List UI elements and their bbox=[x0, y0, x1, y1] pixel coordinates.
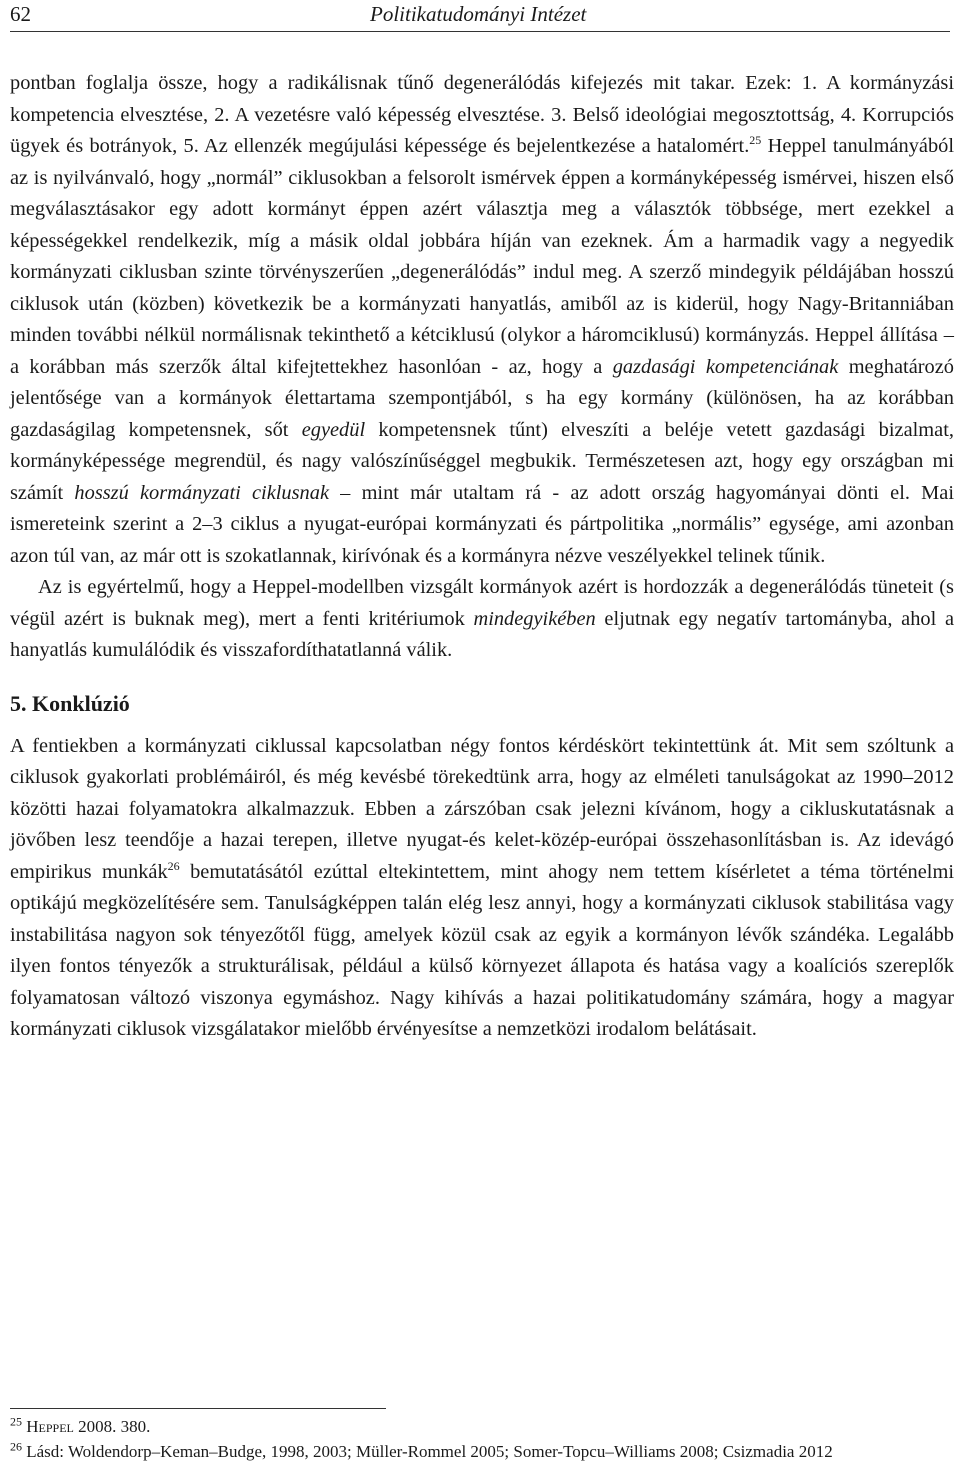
paragraph-3-text-1: A fentiekben a kormányzati ciklussal kapcsolatban négy fontos kérdéskört tekintettünk át. Mit sem szóltunk a ciklusok gyakorlati problémáiról, és még kevésbé törekedtünk arra, hogy az elméleti tanulságokat az 1990–2012 közötti hazai folyamatokra alkalmazzuk. Ebben a zárszóban csak jelezni kívánom, hogy a cikluskutatásnak a jövőben lesz teendője a hazai terepen, illetve nyugat-és kelet-közép-európai összehasonlításban is. Az idevágó empirikus munkák bbox=[10, 734, 954, 883]
paragraph-3-text-2: bemutatásától ezúttal eltekintettem, mint ahogy nem tettem kísérletet a téma történelmi optikájú megközelítésére sem. Tanulságképpen talán elég lesz annyi, hogy a kormányzati ciklusok stabilitása vagy instabilitása nagyon sok tényezőtől függ, amelyek közül csak az egyik a kormányon lévők szándéka. Legalább ilyen fontos tényezők a strukturálisak, például a külső környezet állapota és hatása vagy a koalíciós szereplők folyamatosan változó viszonya egymáshoz. Nagy kihívás a hazai politikatudomány számára, hogy a magyar kormányzati ciklusok vizsgálatakor mielőbb érvényesítse a nemzetközi irodalom belátásait. bbox=[10, 860, 954, 1040]
header-rule bbox=[10, 31, 950, 32]
page-body bbox=[10, 68, 954, 1046]
paragraph-1-emphasis-3: hosszú kormányzati ciklusnak bbox=[74, 481, 329, 504]
footnote-25 bbox=[10, 1416, 954, 1437]
footnote-text: Lásd: Woldendorp–Keman–Budge, 1998, 2003; Müller-Rommel 2005; Somer-Topcu–Williams 2008; Csizmadia 2012 bbox=[26, 1442, 833, 1461]
footnote-number: 25 bbox=[10, 1414, 22, 1429]
footnote-rule bbox=[10, 1408, 386, 1409]
footnote-ref-26[interactable]: 26 bbox=[167, 858, 180, 873]
paragraph-2-text-2: eljutnak egy negatív tartományba, ahol a hanyatlás kumulálódik és visszafordíthatatlanná válik. bbox=[10, 607, 954, 661]
footnote-ref-25[interactable]: 25 bbox=[749, 133, 762, 148]
page-number: 62 bbox=[10, 2, 31, 26]
paragraph-1-text-5: – mint már utaltam rá - az adott ország hagyományai dönti el. Mai ismereteink szerint a 2–3 ciklus a nyugat-európai kormányzati és pártpolitika „normális” egysége, ami azonban azon túl van, az már ott is szokatlannak, kirívónak és a kormányra nézve veszélyekkel telinek tűnik. bbox=[10, 481, 954, 567]
paragraph-1-text-3: meghatározó jelentősége van a kormányok élettartama szempontjából, s ha egy kormány (különösen, ha az korábban gazdaságilag kompetensnek, sőt bbox=[10, 355, 954, 441]
paragraph-1-text-4: kompetensnek tűnt) elveszíti a beléje vetett gazdasági bizalmat, kormányképessége megrendül, és nagy valószínűséggel megbukik. Természetesen azt, hogy egy országban mi számít bbox=[10, 418, 954, 504]
paragraph-2-text-1: Az is egyértelmű, hogy a Heppel-modellben vizsgált kormányok azért is hordozzák a degenerálódás tüneteit (s végül azért is buknak meg), mert a fenti kritériumok bbox=[10, 576, 954, 630]
paragraph-1-emphasis-1: gazdasági kompetenciának bbox=[612, 355, 839, 378]
section-heading: 5. Konklúzió bbox=[10, 690, 130, 716]
paragraph-1-text-2: Heppel tanulmányából az is nyilvánvaló, hogy „normál” ciklusokban a felsorolt ismérvek éppen a kormányképesség ismérvei, hiszen első megválasztásakor egy adott kormányt éppen azért választja meg a választók többsége, mert ezekkel a képességekkel rendelkezik, míg a másik oldal jobbára híján van ezeknek. Ám a harmadik vagy a negyedik kormányzati ciklusban szinte törvényszerűen „degenerálódás” indul meg. A szerző mindegyik példájában hosszú ciklusok után (közben) következik be a kormányzati hanyatlás, amiből az is kiderül, hogy Nagy-Britanniában minden további nélkül normálisnak tekinthető a kétciklusú (olykor a háromciklusú) kormányzás. Heppel állítása – a korábban más szerzők által kifejtettekhez hasonlóan - az, hogy a bbox=[10, 135, 954, 378]
paragraph-3 bbox=[10, 731, 954, 1046]
paragraph-1-text-1: pontban foglalja össze, hogy a radikálisnak tűnő degenerálódás kifejezés mit takar. Ezek: 1. A kormányzási kompetencia elvesztése, 2. A vezetésre való képesség elvesztése. 3. Belső ideológiai megosztottság, 4. Korrupciós ügyek és botrányok, 5. Az ellenzék megújulási képessége és bejelentkezése a hatalomért. bbox=[10, 72, 954, 157]
running-title: Politikatudományi Intézet bbox=[370, 2, 587, 26]
footnotes bbox=[10, 1416, 954, 1466]
paragraph-2 bbox=[10, 572, 954, 667]
footnote-26 bbox=[10, 1441, 954, 1462]
footnote-number: 26 bbox=[10, 1439, 22, 1454]
footnote-text: Heppel 2008. 380. bbox=[26, 1417, 151, 1436]
paragraph-1 bbox=[10, 68, 954, 572]
paragraph-1-emphasis-2: egyedül bbox=[301, 418, 366, 441]
paragraph-2-emphasis-1: mindegyikében bbox=[473, 607, 596, 630]
page-header bbox=[10, 0, 950, 32]
